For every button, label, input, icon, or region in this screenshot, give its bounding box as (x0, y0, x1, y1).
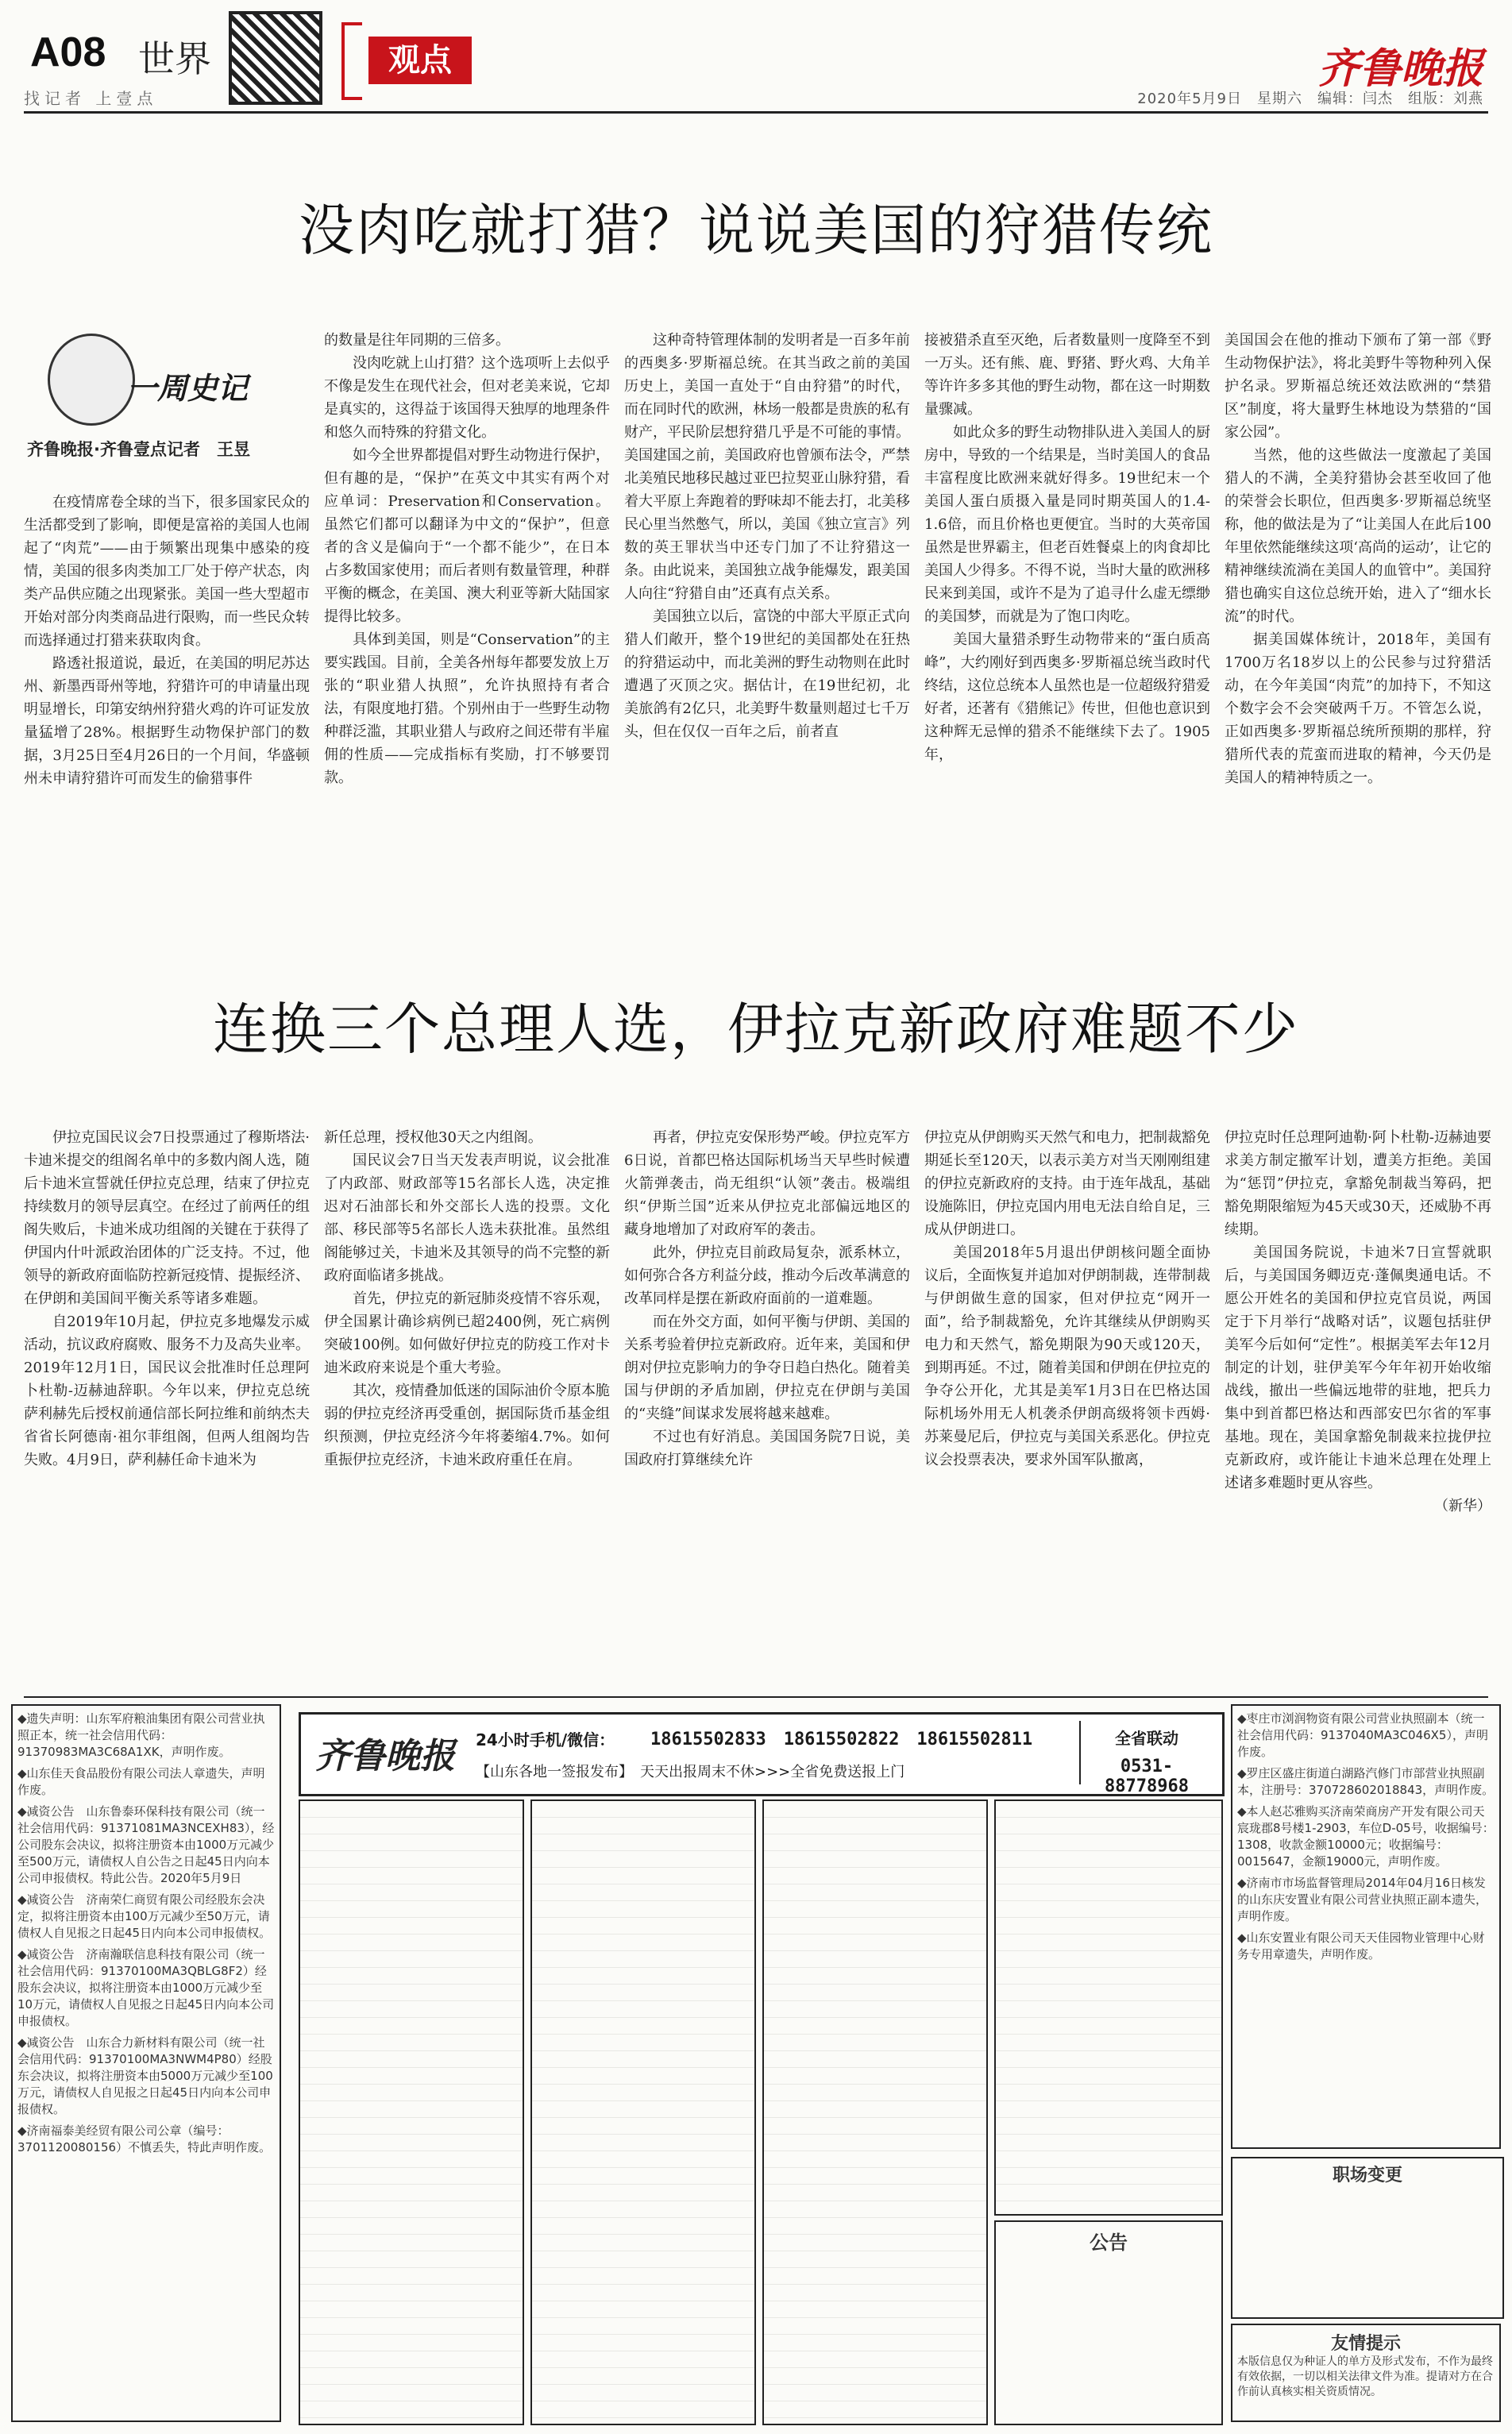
qr-code-icon[interactable] (229, 11, 322, 105)
paragraph: 当然，他的这些做法一度激起了美国猎人的不满，全美狩猎协会甚至收回了他的荣誉会长职位，但西奥多·罗斯福总统坚称，他的做法是为了“让美国人在此后100年里依然能继续这项‘高尚的运动’，让它的精神继续流淌在美国人的血管中”。美国狩猎也确实自这位总统开始，进入了“细水长流”的时代。 (1225, 447, 1491, 625)
ads-col-d (994, 1799, 1223, 2216)
ad-item: ◆减资公告 济南瀚联信息科技有限公司（统一社会信用代码：91370100MA3QBLG8F2）经股东会决议，拟将注册资本由1000万元减少至10万元，请债权人自见报之日起45日内向本公司申报债权。 (17, 1947, 275, 2028)
banner-phones: 18615502833 18615502822 18615502811 (650, 1730, 1033, 1749)
section-subtitle: 找记者 上壹点 (24, 89, 158, 108)
tag-bracket (341, 22, 362, 100)
ad-item: ◆济南市市场监督管理局2014年04月16日核发的山东庆安置业有限公司营业执照正副本遗失，声明作废。 (1237, 1876, 1488, 1923)
job-change-box (1231, 2157, 1504, 2319)
column-label: 一周史记 (127, 370, 249, 406)
paragraph: 如此众多的野生动物排队进入美国人的厨房中，导致的一个结果是，当时美国人的食品丰富程度比欧洲来就好得多。19世纪末一个美国人蛋白质摄入量是同时期英国人的1.4-1.6倍，而且价格也更便宜。当时的大英帝国虽然是世界霸主，但老百姓餐桌上的肉食却比美国人少得多。不得不说，当时大量的欧洲移民来到美国，或许不是为了追寻什么虚无缥缈的美国梦，而就是为了饱口肉吃。 (924, 424, 1210, 625)
newspaper-logo: 齐鲁晚报 (1317, 44, 1483, 93)
ads-rule (24, 1696, 1488, 1698)
header-rule (24, 111, 1488, 114)
dateline: 2020年5月9日 星期六 编辑：闫杰 组版：刘燕 (1137, 91, 1483, 107)
ads-col-b (530, 1799, 756, 2425)
paragraph: 再者，伊拉克安保形势严峻。伊拉克军方6日说，首都巴格达国际机场当天早些时候遭火箭弹袭击，尚无组织“认领”袭击。极端组织“伊斯兰国”近来从伊拉克北部偏远地区的藏身地增加了对政府军的袭击。 (624, 1129, 910, 1238)
ad-item: ◆枣庄市浏润物资有限公司营业执照副本（统一社会信用代码：9137040MA3C046X5），声明作废。 (1237, 1711, 1488, 1759)
article1-column-5 (1225, 329, 1491, 948)
paragraph: 路透社报道说，最近，在美国的明尼苏达州、新墨西哥州等地，狩猎许可的申请量出现明显增长，印第安纳州狩猎火鸡的许可证发放量猛增了28%。根据野生动物保护部门的数据，3月25日至4月26日的一个月间，华盛顿州未申请狩猎许可而发生的偷猎事件 (24, 655, 310, 787)
job-change-title: 职场变更 (1332, 2166, 1402, 2185)
banner-joint: 全省联动 (1115, 1729, 1178, 1748)
article-credit: （新华） (1434, 1498, 1491, 1514)
paragraph: 接被猎杀直至灭绝，后者数量则一度降至不到一万头。还有熊、鹿、野猪、野火鸡、大角羊等许许多多其他的野生动物，都在这一时期数量骤减。 (924, 332, 1210, 418)
paragraph: 美国独立以后，富饶的中部大平原正式向猎人们敞开，整个19世纪的美国都处在狂热的狩猎运动中，而北美洲的野生动物则在此时遭遇了灭顶之灾。据估计，在19世纪初，北美旅鸽有2亿只，北美野牛数量则超过七千万头，但在仅仅一百年之后，前者直 (624, 608, 910, 740)
tips-box (1231, 2324, 1501, 2422)
page-number: A08 (30, 29, 106, 75)
paragraph: 美国大量猎杀野生动物带来的“蛋白质高峰”，大约刚好到西奥多·罗斯福总统当政时代终结，这位总统本人虽然也是一位超级狩猎爱好者，还著有《猎熊记》传世，但他也意识到这种辉无忌惮的猎杀不能继续下去了。1905年， (924, 631, 1210, 763)
banner-logo: 齐鲁晚报 (315, 1736, 455, 1776)
article1-headline: 没肉吃就打猎？说说美国的狩猎传统 (299, 198, 1213, 263)
article2-headline: 连换三个总理人选，伊拉克新政府难题不少 (213, 997, 1299, 1062)
paragraph: 美国2018年5月退出伊朗核问题全面协议后，全面恢复并追加对伊朗制裁，连带制裁与伊朗做生意的国家，但对伊拉克“网开一面”，给予制裁豁免，允许其继续从伊朗购买电力和天然气，豁免期限为90天或120天，到期再延。不过，随着美国和伊朗在伊拉克的争夺公开化，尤其是美军1月3日在巴格达国际机场外用无人机袭杀伊朗高级将领卡西姆·苏莱曼尼后，伊拉克与美国关系恶化。伊拉克议会投票表决，要求外国军队撤离， (924, 1244, 1210, 1468)
paragraph: 国民议会7日当天发表声明说，议会批准了内政部、财政部等15名部长人选，决定推迟对石油部长和外交部长人选的投票。文化部、移民部等5名部长人选未获批准。虽然组阁能够过关，卡迪米及其领导的尚不完整的新政府面临诸多挑战。 (324, 1152, 610, 1284)
tips-text: 本版信息仅为种证人的单方及形式发布，不作为最终有效依据，一切以相关法律文件为准。提请对方在合作前认真核实相关资质情况。 (1237, 2355, 1493, 2398)
ads-banner (299, 1712, 1225, 1796)
paragraph: 此外，伊拉克目前政局复杂，派系林立，如何弥合各方利益分歧，推动今后改革满意的改革同样是摆在新政府面前的一道难题。 (624, 1244, 910, 1307)
paragraph: 的数量是往年同期的三倍多。 (324, 332, 510, 349)
banner-hotline-label: 24小时手机/微信： (476, 1730, 615, 1749)
paragraph: 其次，疫情叠加低迷的国际油价令原本脆弱的伊拉克经济再受重创，据国际货币基金组织预测，伊拉克经济今年将萎缩4.7%。如何重振伊拉克经济，卡迪米政府重任在肩。 (324, 1383, 610, 1468)
article1-column-2 (324, 329, 610, 948)
page-header (0, 0, 1512, 119)
article2-column-4 (924, 1126, 1210, 1682)
ad-item: ◆减资公告 山东鲁泰环保科技有限公司（统一社会信用代码：91371081MA3NCEXH83），经公司股东会决议，拟将注册资本由1000万元减少至500万元，请债权人自公告之日起45日内向本公司申报债权。特此公告。2020年5月9日 (17, 1804, 275, 1885)
article1-column-1 (24, 491, 310, 935)
ad-item: ◆减资公告 山东合力新材料有限公司（统一社会信用代码：91370100MA3NWM4P80）经股东会决议，拟将注册资本由5000万元减少至100万元，请债权人自见报之日起45日内向本公司申报债权。 (17, 2035, 273, 2116)
ad-item: ◆山东安置业有限公司天天佳园物业管理中心财务专用章遗失，声明作废。 (1237, 1931, 1485, 1961)
paragraph: 伊拉克国民议会7日投票通过了穆斯塔法·卡迪米提交的组阁名单中的多数内阁人选，随后卡迪米宣誓就任伊拉克总理，结束了伊拉克持续数月的领导层真空。在经过了前两任的组阁失败后，卡迪米成功组阁的关键在于获得了伊国内什叶派政治团体的广泛支持。不过，他领导的新政府面临防控新冠疫情、提振经济、在伊朗和美国间平衡关系等诸多难题。 (24, 1129, 310, 1307)
announcement-box (994, 2220, 1223, 2425)
section-name: 世界 (138, 37, 211, 80)
banner-slogan: 【山东各地一签报发布】 天天出报周末不休>>>全省免费送报上门 (476, 1764, 905, 1780)
article2-column-5 (1225, 1126, 1491, 1682)
tips-title: 友情提示 (1330, 2334, 1401, 2354)
paragraph: 具体到美国，则是“Conservation”的主要实践国。目前，全美各州每年都要发放上万张的“职业猎人执照”，允许执照持有者合法，有限度地打猎。个别州由于一些野生动物种群泛滥，其职业猎人与政府之间还带有半雇佣的性质——完成指标有奖励，打不够要罚款。 (324, 631, 610, 786)
banner-joint-box (1079, 1721, 1213, 1796)
ad-item: ◆本人赵芯雅购买济南荣商房产开发有限公司天宸珑郡8号楼1-2903，车位D-05号，收据编号：1308，收款金额10000元；收据编号：0015647，金额19000元，声明作废。 (1237, 1804, 1495, 1869)
paragraph: 首先，伊拉克的新冠肺炎疫情不容乐观，伊全国累计确诊病例已超2400例，死亡病例突破100例。如何做好伊拉克的防疫工作对卡迪米政府来说是个重大考验。 (324, 1290, 610, 1376)
article2-column-3 (624, 1126, 910, 1682)
paragraph: 美国国会在他的推动下颁布了第一部《野生动物保护法》，将北美野牛等物种列入保护名录。罗斯福总统还效法欧洲的“禁猎区”制度，将大量野生林地设为禁猎的“国家公园”。 (1225, 332, 1491, 441)
announcement-title: 公告 (1090, 2231, 1128, 2254)
article1-column-3 (624, 329, 910, 948)
ads-col-c (762, 1799, 988, 2425)
author-portrait (48, 334, 135, 426)
ad-item: ◆济南福泰美经贸有限公司公章（编号：3701120080156）不慎丢失，特此声明作废。 (17, 2123, 272, 2154)
paragraph: 新任总理，授权他30天之内组阁。 (324, 1129, 542, 1146)
article1-column-4 (924, 329, 1210, 948)
ad-item: ◆山东佳天食品股份有限公司法人章遗失，声明作废。 (17, 1766, 265, 1797)
paragraph: 自2019年10月起，伊拉克多地爆发示威活动，抗议政府腐败、服务不力及高失业率。2019年12月1日，国民议会批准时任总理阿卜杜勒-迈赫迪辞职。今年以来，伊拉克总统萨利赫先后授权前通信部长阿拉维和前纳杰夫省省长阿德南·祖尔菲组阁，但两人组阁均告失败。4月9日，萨利赫任命卡迪米为 (24, 1313, 310, 1468)
ad-item: ◆罗庄区盛庄街道白湖路汽修门市部营业执照副本，注册号：370728602018843，声明作废。 (1237, 1766, 1495, 1797)
ads-right-column (1231, 1704, 1501, 2149)
paragraph: 在疫情席卷全球的当下，很多国家民众的生活都受到了影响，即便是富裕的美国人也闹起了“肉荒”——由于频繁出现集中感染的疫情，美国的很多肉类加工厂处于停产状态，肉类产品供应随之出现紧张。美国一些大型超市开始对部分肉类商品进行限购，而一些民众转而选择通过打猎来获取肉食。 (24, 494, 310, 649)
ads-grid (299, 1799, 1220, 2422)
column-header (24, 318, 310, 476)
ads-left-column (11, 1704, 281, 2422)
article2-column-2 (324, 1126, 610, 1682)
section-tag: 观点 (368, 37, 472, 84)
ad-item: ◆减资公告 济南荣仁商贸有限公司经股东会决定，拟将注册资本由100万元减少至50万元，请债权人自见报之日起45日内向本公司申报债权。 (17, 1892, 272, 1940)
paragraph: 而在外交方面，如何平衡与伊朗、美国的关系考验着伊拉克新政府。近年来，美国和伊朗对伊拉克影响力的争夺日趋白热化。随着美国与伊朗的矛盾加剧，伊拉克在伊朗与美国的“夹缝”间谋求发展将越来越难。 (624, 1313, 910, 1422)
paragraph: 美国国务院说，卡迪米7日宣誓就职后，与美国国务卿迈克·蓬佩奥通电话。不愿公开姓名的美国和伊拉克官员说，两国定于下月举行“战略对话”，议题包括驻伊美军今后如何“定性”。根据美军去年12月制定的计划，驻伊美军今年年初开始收缩战线，撤出一些偏远地带的驻地，把兵力集中到首都巴格达和西部安巴尔省的军事基地。现在，美国拿豁免制裁来拉拢伊拉克新政府，或许能让卡迪米总理在处理上述诸多难题时更从容些。 (1225, 1244, 1491, 1491)
paragraph: 据美国媒体统计，2018年，美国有1700万名18岁以上的公民参与过狩猎活动，在今年美国“肉荒”的加持下，不知这个数字会不会突破两千万。不管怎么说，正如西奥多·罗斯福总统所预期的那样，狩猎所代表的荒蛮而进取的精神，今天仍是美国人的精神特质之一。 (1225, 631, 1491, 786)
paragraph: 如今全世界都提倡对野生动物进行保护，但有趣的是，“保护”在英文中其实有两个对应单词：Preservation和Conservation。虽然它们都可以翻译为中文的“保护”，但意者的含义是偏向于“一个都不能少”，在日本占多数国家使用；而后者则有数量管理，种群平衡的概念，在美国、澳大利亚等新大陆国家提得比较多。 (324, 447, 610, 625)
banner-tel: 0531-88778968 (1105, 1757, 1189, 1796)
paragraph: 不过也有好消息。美国国务院7日说，美国政府打算继续允许 (624, 1429, 910, 1468)
ads-col-a (299, 1799, 524, 2425)
article2-column-1 (24, 1126, 310, 1682)
paragraph: 这种奇特管理体制的发明者是一百多年前的西奥多·罗斯福总统。在其当政之前的美国历史上，美国一直处于“自由狩猎”的时代，而在同时代的欧洲，林场一般都是贵族的私有财产，平民阶层想狩猎几乎是不可能的事情。美国建国之前，美国政府也曾颁布法令，严禁北美殖民地移民越过亚巴拉契亚山脉狩猎，看着大平原上奔跑着的野味却不能去打，北美移民心里当然憋气，所以，美国《独立宣言》列数的英王罪状当中还专门加了不让狩猎这一条。由此说来，美国独立战争能爆发，跟美国人向往“狩猎自由”还真有点关系。 (624, 332, 910, 602)
byline: 齐鲁晚报·齐鲁壹点记者 王昱 (27, 440, 250, 459)
paragraph: 伊拉克时任总理阿迪勒·阿卜杜勒-迈赫迪要求美方制定撤军计划，遭美方拒绝。美国为“惩罚”伊拉克，拿豁免制裁当筹码，把豁免期限缩短为45天或30天，还威胁不再续期。 (1225, 1129, 1491, 1238)
paragraph: 没肉吃就上山打猎？这个选项听上去似乎不像是发生在现代社会，但对老美来说，它却是真实的，这得益于该国得天独厚的地理条件和悠久而特殊的狩猎文化。 (324, 355, 610, 441)
paragraph: 伊拉克从伊朗购买天然气和电力，把制裁豁免期延长至120天，以表示美方对当天刚刚组建的伊拉克新政府的支持。由于连年战乱，基础设施陈旧，伊拉克国内用电无法自给自足，三成从伊朗进口。 (924, 1129, 1210, 1238)
ad-item: ◆遗失声明：山东军府粮油集团有限公司营业执照正本，统一社会信用代码：91370983MA3C68A1XK，声明作废。 (17, 1711, 265, 1759)
